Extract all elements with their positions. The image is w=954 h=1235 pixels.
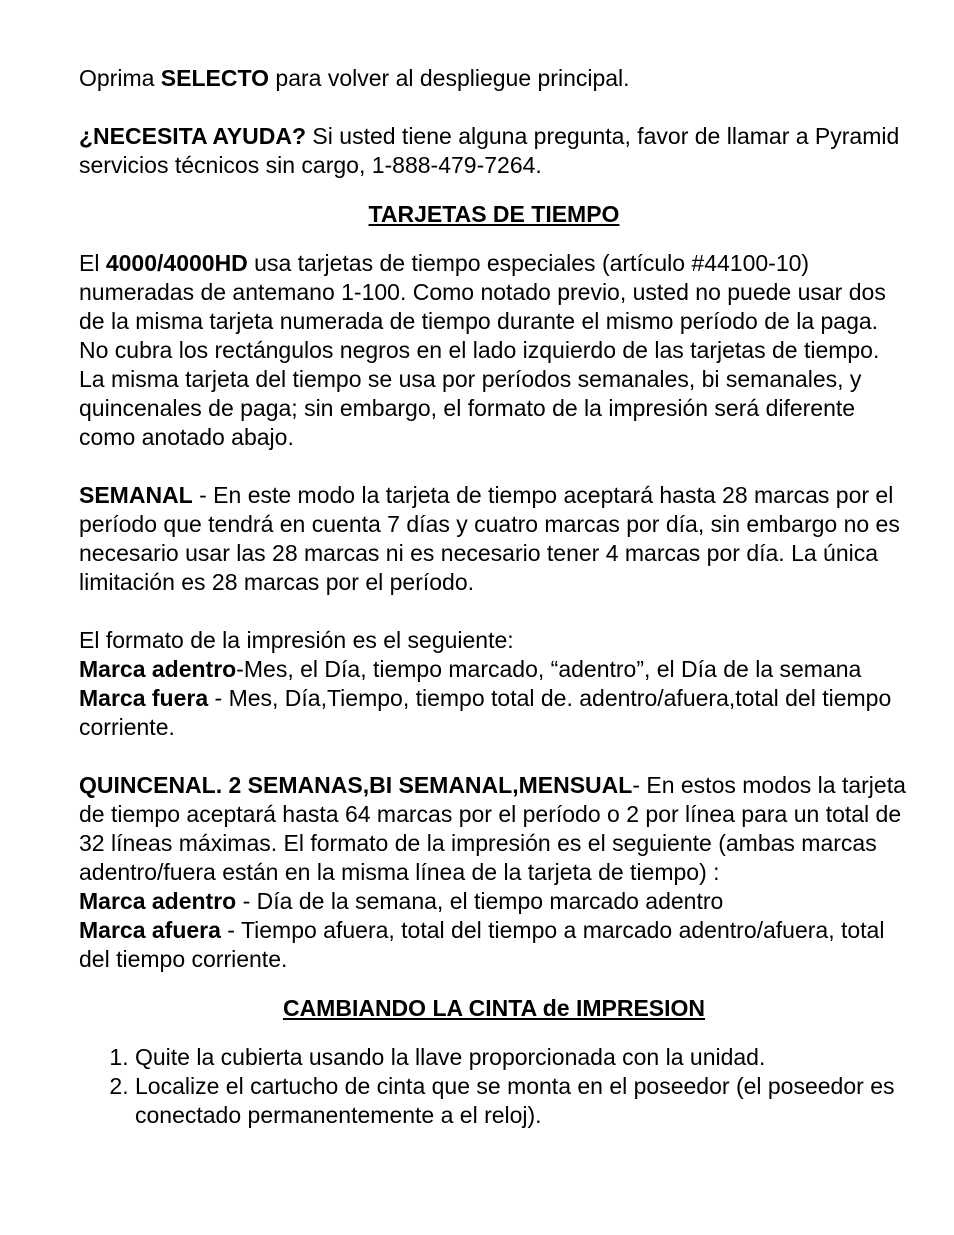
multiweek-paragraph: QUINCENAL. 2 SEMANAS,BI SEMANAL,MENSUAL- En estos modos la tarjeta de tiempo aceptará hasta 64 marcas por el período o 2 por línea para un total de 32 líneas máximas. El formato de la impresión es el seguiente (ambas marcas adentro/fuera están en la misma línea de la tarjeta de tiempo) : [79,772,906,885]
ribbon-steps-list [79,1043,909,1130]
multiweek-label: QUINCENAL. 2 SEMANAS,BI SEMANAL,MENSUAL [79,772,633,798]
weekly-in-punch: Marca adentro-Mes, el Día, tiempo marcado, “adentro”, el Día de la semana [79,656,862,682]
timecards-heading: TARJETAS DE TIEMPO [368,201,620,227]
selecto-paragraph: Oprima SELECTO para volver al despliegue principal. [79,65,630,91]
multiweek-in-punch: Marca adentro - Día de la semana, el tiempo marcado adentro [79,888,724,914]
ribbon-heading: CAMBIANDO LA CINTA de IMPRESION [282,995,706,1021]
timecards-paragraph: El 4000/4000HD usa tarjetas de tiempo especiales (artículo #44100-10) numeradas de antemano 1-100. Como notado previo, usted no puede usar dos de la misma tarjeta numerada de tiempo durante el mismo período de la paga. No cubra los rectángulos negros en el lado izquierdo de las tarjetas de tiempo. La misma tarjeta del tiempo se usa por períodos semanales, bi semanales, y quincenales de paga; sin embargo, el formato de la impresión será diferente como anotado abajo. [79,250,886,450]
list-item: 1. Quite la cubierta usando la llave proporcionada con la unidad. [135,1043,909,1072]
help-title: ¿NECESITA AYUDA? [79,123,307,149]
weekly-label: SEMANAL [79,482,193,508]
weekly-out-punch: Marca fuera - Mes, Día,Tiempo, tiempo total de. adentro/afuera,total del tiempo corriente. [79,685,892,740]
help-paragraph: ¿NECESITA AYUDA? Si usted tiene alguna pregunta, favor de llamar a Pyramid servicios técnicos sin cargo, 1-888-479-7264. [79,123,900,178]
list-item: 2. Localize el cartucho de cinta que se monta en el poseedor (el poseedor es conectado permanentemente a el reloj). [135,1072,909,1130]
format-intro: El formato de la impresión es el seguiente: [79,627,514,653]
weekly-paragraph: SEMANAL - En este modo la tarjeta de tiempo aceptará hasta 28 marcas por el período que tendrá en cuenta 7 días y cuatro marcas por día, sin embargo no es necesario usar las 28 marcas ni es necesario tener 4 marcas por día. La única limitación es 28 marcas por el período. [79,482,900,595]
selecto-keyword: SELECTO [160,65,270,91]
multiweek-out-punch: Marca afuera - Tiempo afuera, total del tiempo a marcado adentro/afuera, total del tiempo corriente. [79,917,885,972]
document-page [79,64,909,1130]
model-name: 4000/4000HD [105,250,248,276]
